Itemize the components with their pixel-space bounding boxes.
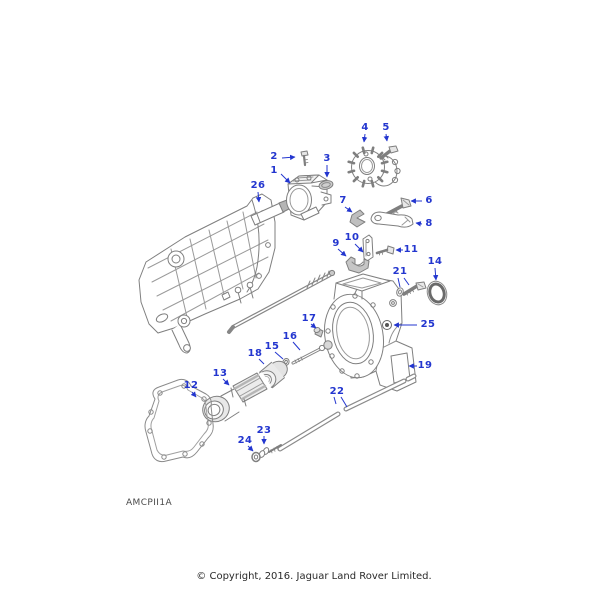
callout-16[interactable]: 16 <box>282 331 298 342</box>
part-7-clip-drawing <box>350 210 365 227</box>
part-24-washer-drawing <box>252 453 260 462</box>
callout-25[interactable]: 25 <box>420 319 436 330</box>
callout-2[interactable]: 2 <box>270 151 278 162</box>
part-12-gasket-drawing <box>145 379 213 461</box>
callout-26[interactable]: 26 <box>250 180 266 191</box>
part-9-bracket-drawing <box>346 257 369 273</box>
callout-12[interactable]: 12 <box>183 380 199 391</box>
callout-5[interactable]: 5 <box>382 122 390 133</box>
callout-13[interactable]: 13 <box>212 368 228 379</box>
part-4-gear-drawing <box>349 148 400 187</box>
callout-11[interactable]: 11 <box>403 244 419 255</box>
callout-23[interactable]: 23 <box>256 425 272 436</box>
part-8-lever-drawing <box>371 212 413 227</box>
callout-15[interactable]: 15 <box>264 341 280 352</box>
callout-17[interactable]: 17 <box>301 313 317 324</box>
diagram-code: AMCPII1A <box>126 498 173 508</box>
callout-6[interactable]: 6 <box>425 195 433 206</box>
callout-8[interactable]: 8 <box>425 218 433 229</box>
callout-22[interactable]: 22 <box>329 386 345 397</box>
callout-7[interactable]: 7 <box>339 195 347 206</box>
callout-10[interactable]: 10 <box>344 232 360 243</box>
callout-18[interactable]: 18 <box>247 348 263 359</box>
part-14-seal-drawing <box>424 279 449 308</box>
part-17-pin-drawing <box>313 327 323 337</box>
callout-14[interactable]: 14 <box>427 256 443 267</box>
part-6-bolt-drawing <box>387 198 411 215</box>
callout-9[interactable]: 9 <box>332 238 340 249</box>
part-2-screw-drawing <box>301 151 308 165</box>
part-21-bolt-drawing <box>396 282 426 297</box>
part-16-rod-drawing <box>293 341 332 363</box>
callout-19[interactable]: 19 <box>417 360 433 371</box>
part-11-bolt-drawing <box>377 246 394 255</box>
callout-1[interactable]: 1 <box>270 165 278 176</box>
copyright-notice: © Copyright, 2016. Jaguar Land Rover Limited. <box>196 571 432 582</box>
part-13-coupling-drawing <box>198 372 272 426</box>
part-10-plate-drawing <box>363 235 373 261</box>
callout-3[interactable]: 3 <box>323 153 331 164</box>
callout-21[interactable]: 21 <box>392 266 408 277</box>
callout-4[interactable]: 4 <box>361 122 369 133</box>
callout-24[interactable]: 24 <box>237 435 253 446</box>
